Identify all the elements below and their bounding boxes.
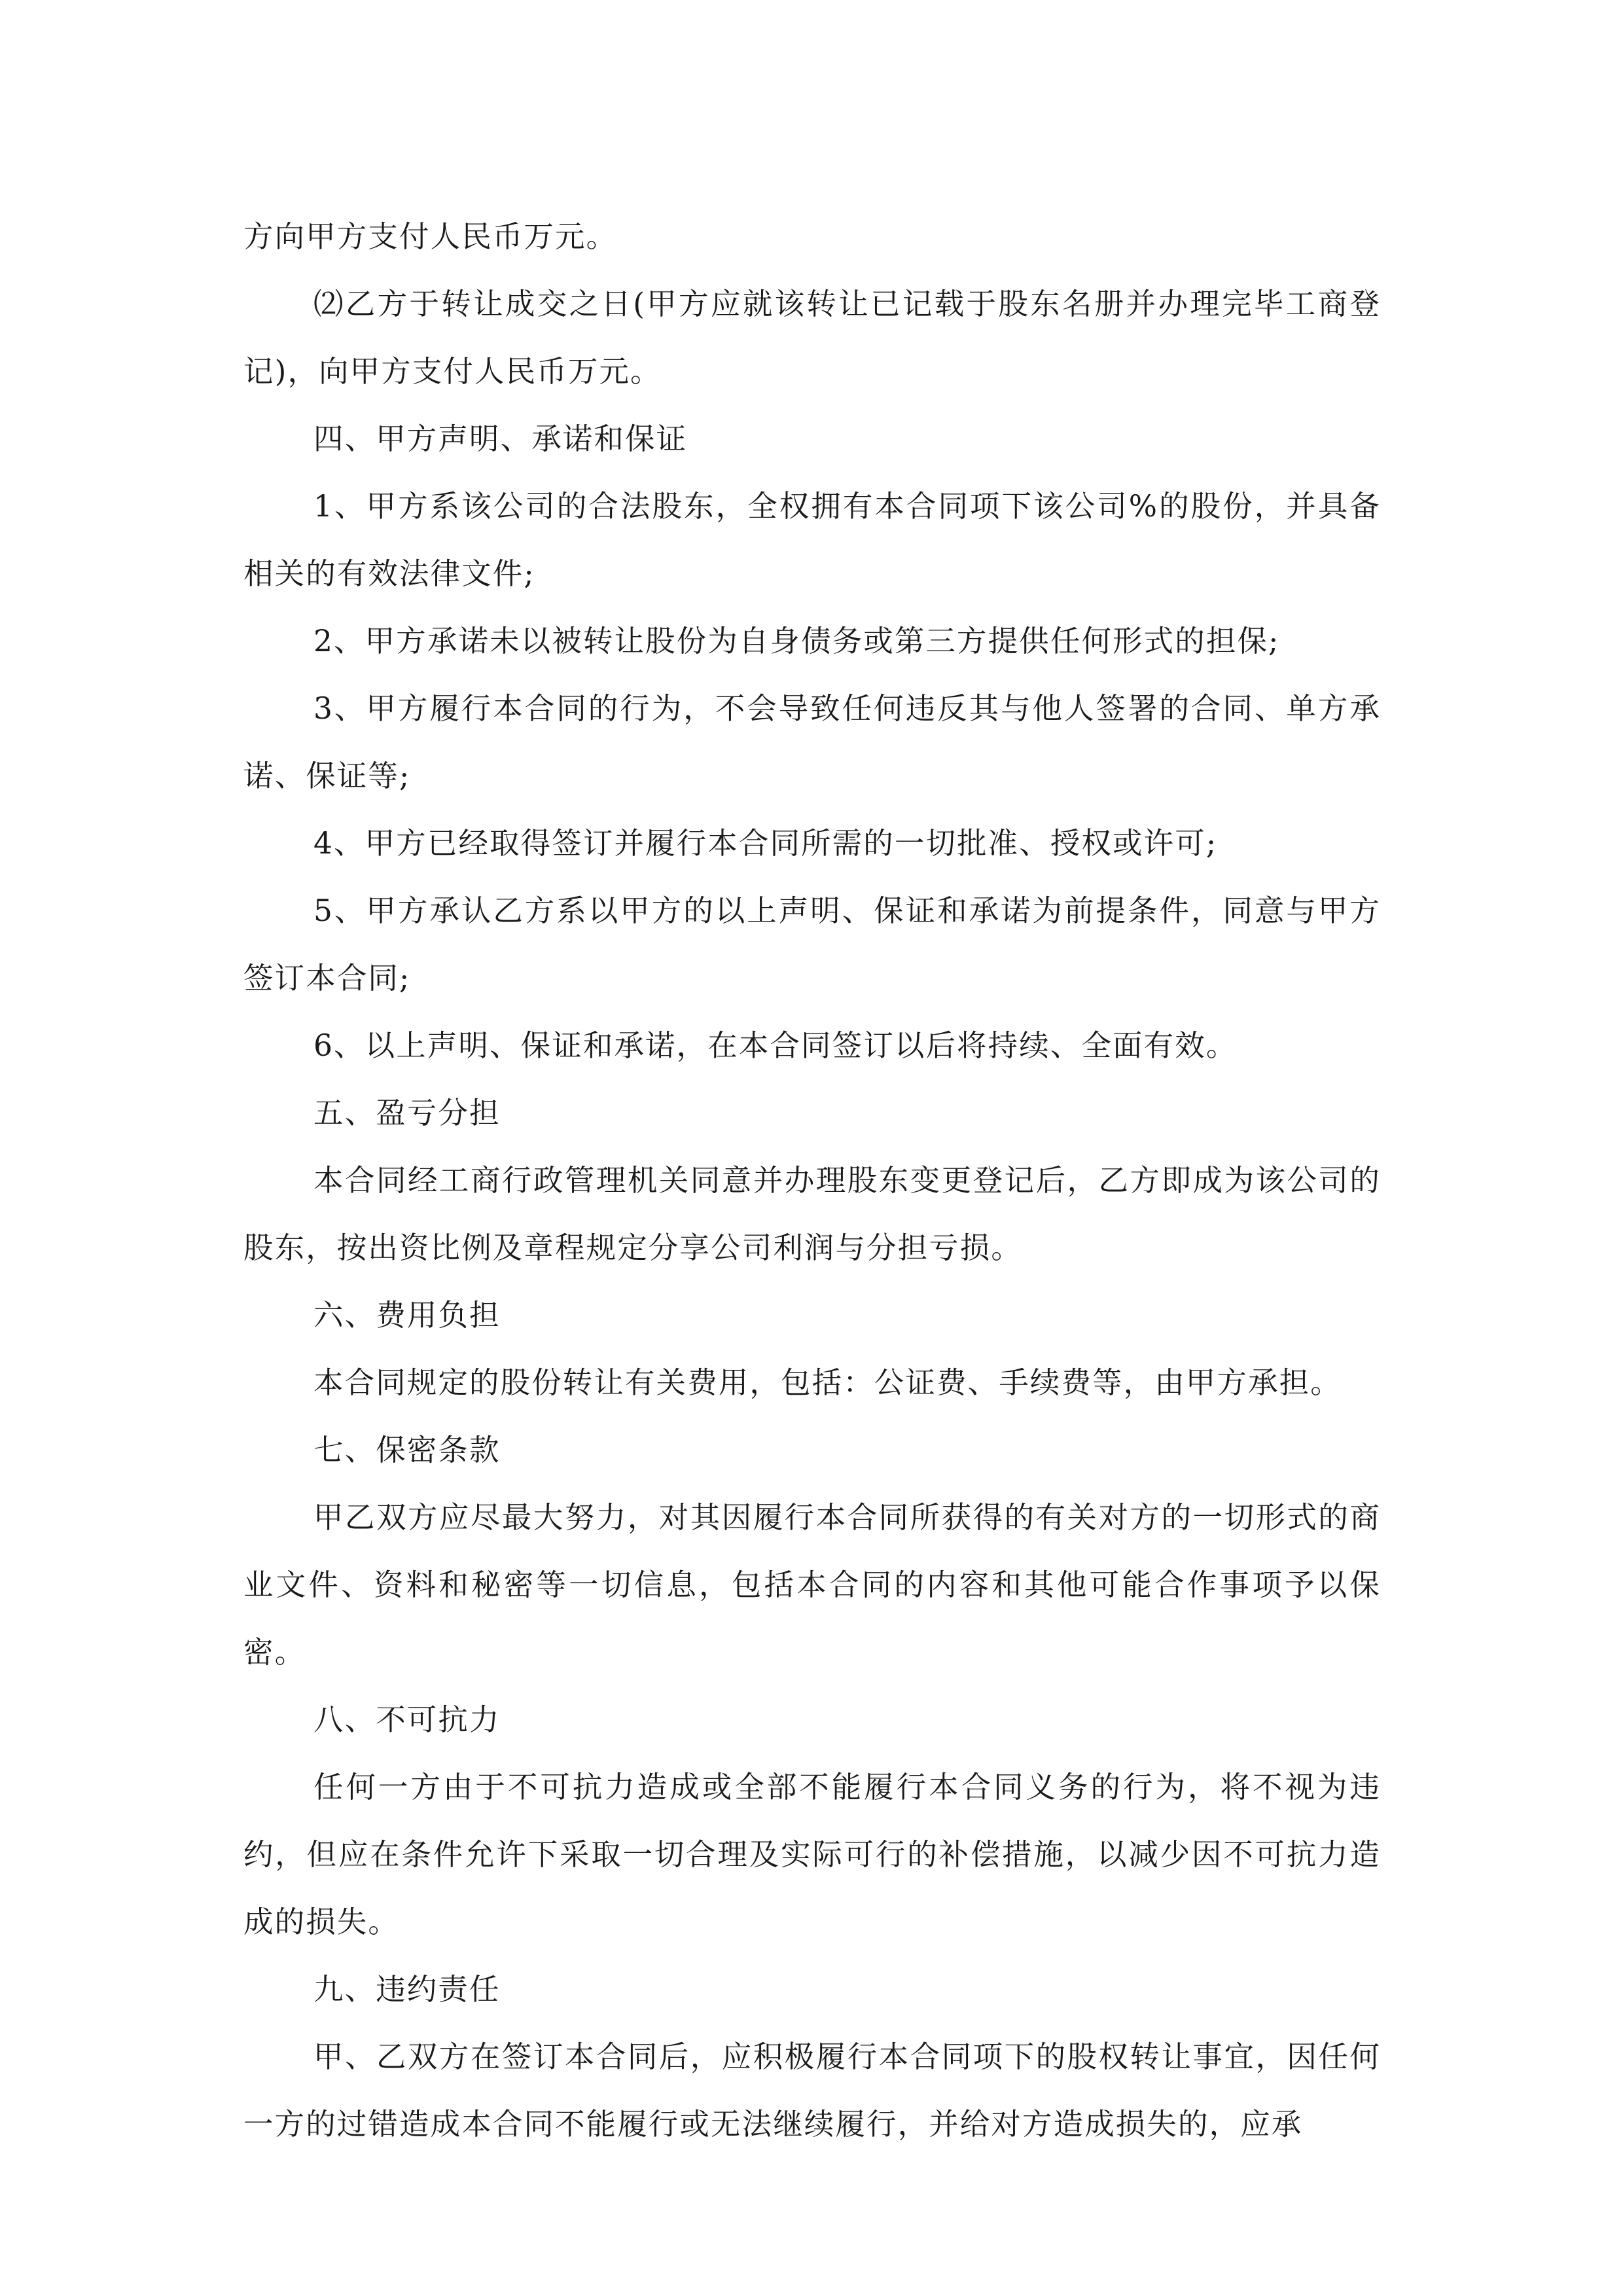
clause-8-body: 任何一方由于不可抗力造成或全部不能履行本合同义务的行为，将不视为违约，但应在条件允许下采取一切合理及实际可行的补偿措施，以减少因不可抗力造成的损失。 [243,1770,1381,1939]
section-heading-5: 五、盈亏分担 [313,1096,501,1130]
paragraph-payment-2: ⑵乙方于转让成交之日(甲方应就该转让已记载于股东名册并办理完毕工商登记)，向甲方支付人民币万元。 [243,287,1381,389]
clause-7-body: 甲乙双方应尽最大努力，对其因履行本合同所获得的有关对方的一切形式的商业文件、资料和秘密等一切信息，包括本合同的内容和其他可能合作事项予以保密。 [243,1500,1381,1670]
clause-6-body: 本合同规定的股份转让有关费用，包括：公证费、手续费等，由甲方承担。 [313,1365,1342,1400]
clause-4-4: 4、甲方已经取得签订并履行本合同所需的一切批准、授权或许可; [313,826,1218,861]
section-heading-8: 八、不可抗力 [313,1702,501,1737]
clause-5-body: 本合同经工商行政管理机关同意并办理股东变更登记后，乙方即成为该公司的股东，按出资比例及章程规定分享公司利润与分担亏损。 [243,1163,1381,1265]
section-heading-4: 四、甲方声明、承诺和保证 [313,422,688,456]
clause-9-body: 甲、乙双方在签订本合同后，应积极履行本合同项下的股权转让事宜，因任何一方的过错造成本合同不能履行或无法继续履行，并给对方造成损失的，应承 [243,2039,1381,2142]
section-heading-9: 九、违约责任 [313,1972,501,2007]
clause-4-6: 6、以上声明、保证和承诺，在本合同签订以后将持续、全面有效。 [313,1028,1238,1063]
paragraph-payment-cont: 方向甲方支付人民币万元。 [243,219,618,254]
clause-4-1: 1、甲方系该公司的合法股东，全权拥有本合同项下该公司%的股份，并具备相关的有效法律文件; [243,489,1381,591]
section-heading-6: 六、费用负担 [313,1298,501,1333]
clause-4-3: 3、甲方履行本合同的行为，不会导致任何违反其与他人签署的合同、单方承诺、保证等; [243,691,1381,793]
clause-4-5: 5、甲方承认乙方系以甲方的以上声明、保证和承诺为前提条件，同意与甲方签订本合同; [243,893,1381,996]
section-heading-7: 七、保密条款 [313,1433,501,1467]
clause-4-2: 2、甲方承诺未以被转让股份为自身债务或第三方提供任何形式的担保; [313,624,1280,658]
